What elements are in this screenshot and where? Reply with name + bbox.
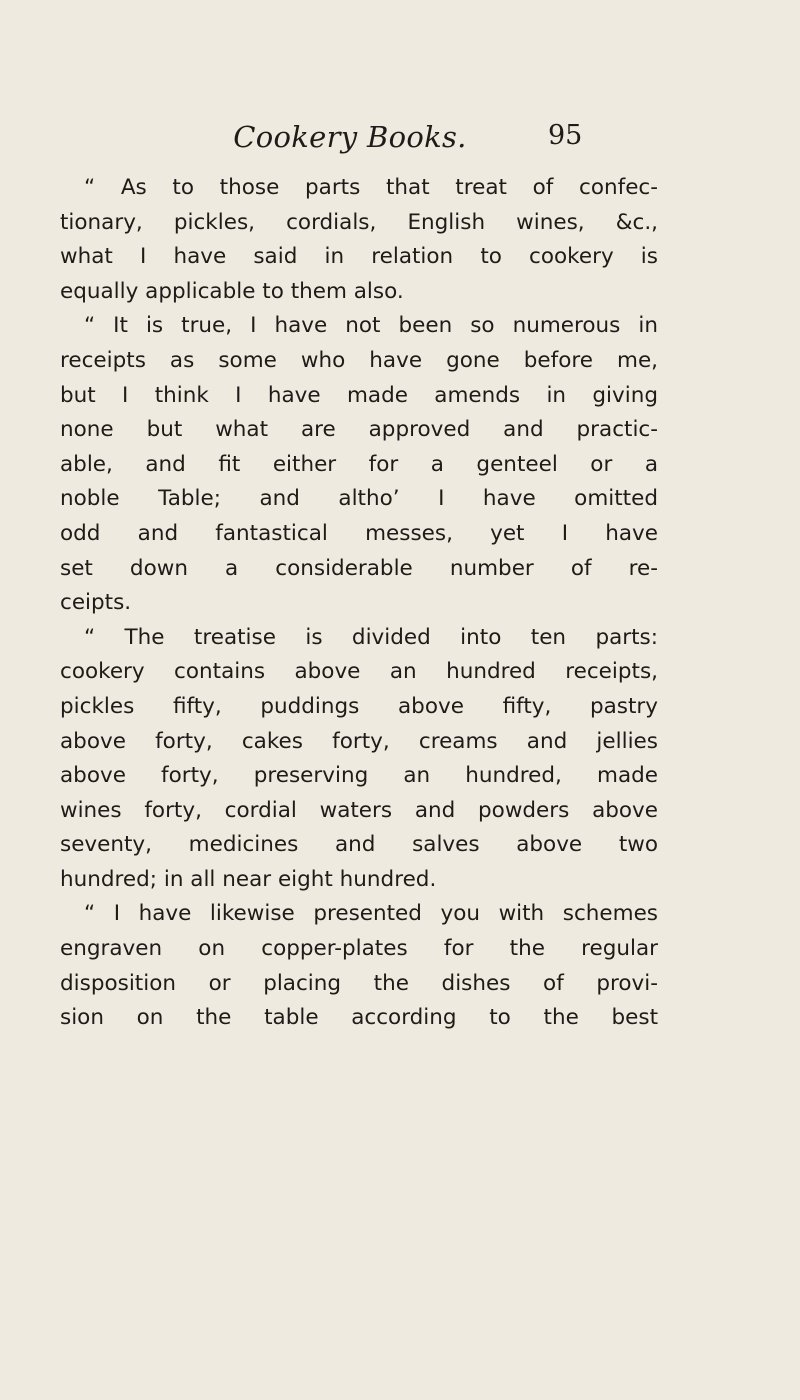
text-line: above forty, cakes forty, creams and jellies bbox=[60, 728, 658, 754]
text-line: set down a considerable number of re- bbox=[60, 555, 658, 581]
text-line: disposition or placing the dishes of provi- bbox=[60, 970, 658, 996]
text-line: wines forty, cordial waters and powders above bbox=[60, 797, 658, 823]
text-line: “ As to those parts that treat of confec- bbox=[84, 175, 658, 200]
text-line: odd and fantastical messes, yet I have bbox=[60, 520, 658, 546]
running-title: Cookery Books. bbox=[233, 120, 467, 154]
text-line: “ It is true, I have not been so numerous in bbox=[84, 313, 658, 339]
text-line: sion on the table according to the best bbox=[60, 1005, 658, 1031]
text-line: “ The treatise is divided into ten parts: bbox=[84, 624, 658, 650]
text-line: cookery contains above an hundred receipts, bbox=[60, 659, 658, 685]
page-number: 95 bbox=[548, 120, 583, 151]
running-head bbox=[0, 120, 800, 164]
text-line: “ I have likewise presented you with schemes bbox=[84, 901, 658, 927]
text-line: engraven on copper-plates for the regular bbox=[60, 936, 658, 962]
text-line: equally applicable to them also. bbox=[60, 278, 404, 304]
text-line: receipts as some who have gone before me, bbox=[60, 347, 658, 373]
text-line: but I think I have made amends in giving bbox=[60, 382, 658, 408]
text-line: pickles fifty, puddings above fifty, pastry bbox=[60, 693, 658, 719]
text-line: none but what are approved and practic- bbox=[60, 417, 658, 443]
text-line: what I have said in relation to cookery is bbox=[60, 244, 658, 270]
text-line: hundred; in all near eight hundred. bbox=[60, 866, 437, 892]
text-line: able, and fit either for a genteel or a bbox=[60, 451, 658, 477]
body-text bbox=[60, 171, 658, 1036]
text-line: noble Table; and altho’ I have omitted bbox=[60, 486, 658, 512]
text-line: above forty, preserving an hundred, made bbox=[60, 763, 658, 789]
text-line: tionary, pickles, cordials, English wines, &c., bbox=[60, 209, 658, 235]
text-line: ceipts. bbox=[60, 590, 132, 616]
text-line: seventy, medicines and salves above two bbox=[60, 832, 658, 858]
